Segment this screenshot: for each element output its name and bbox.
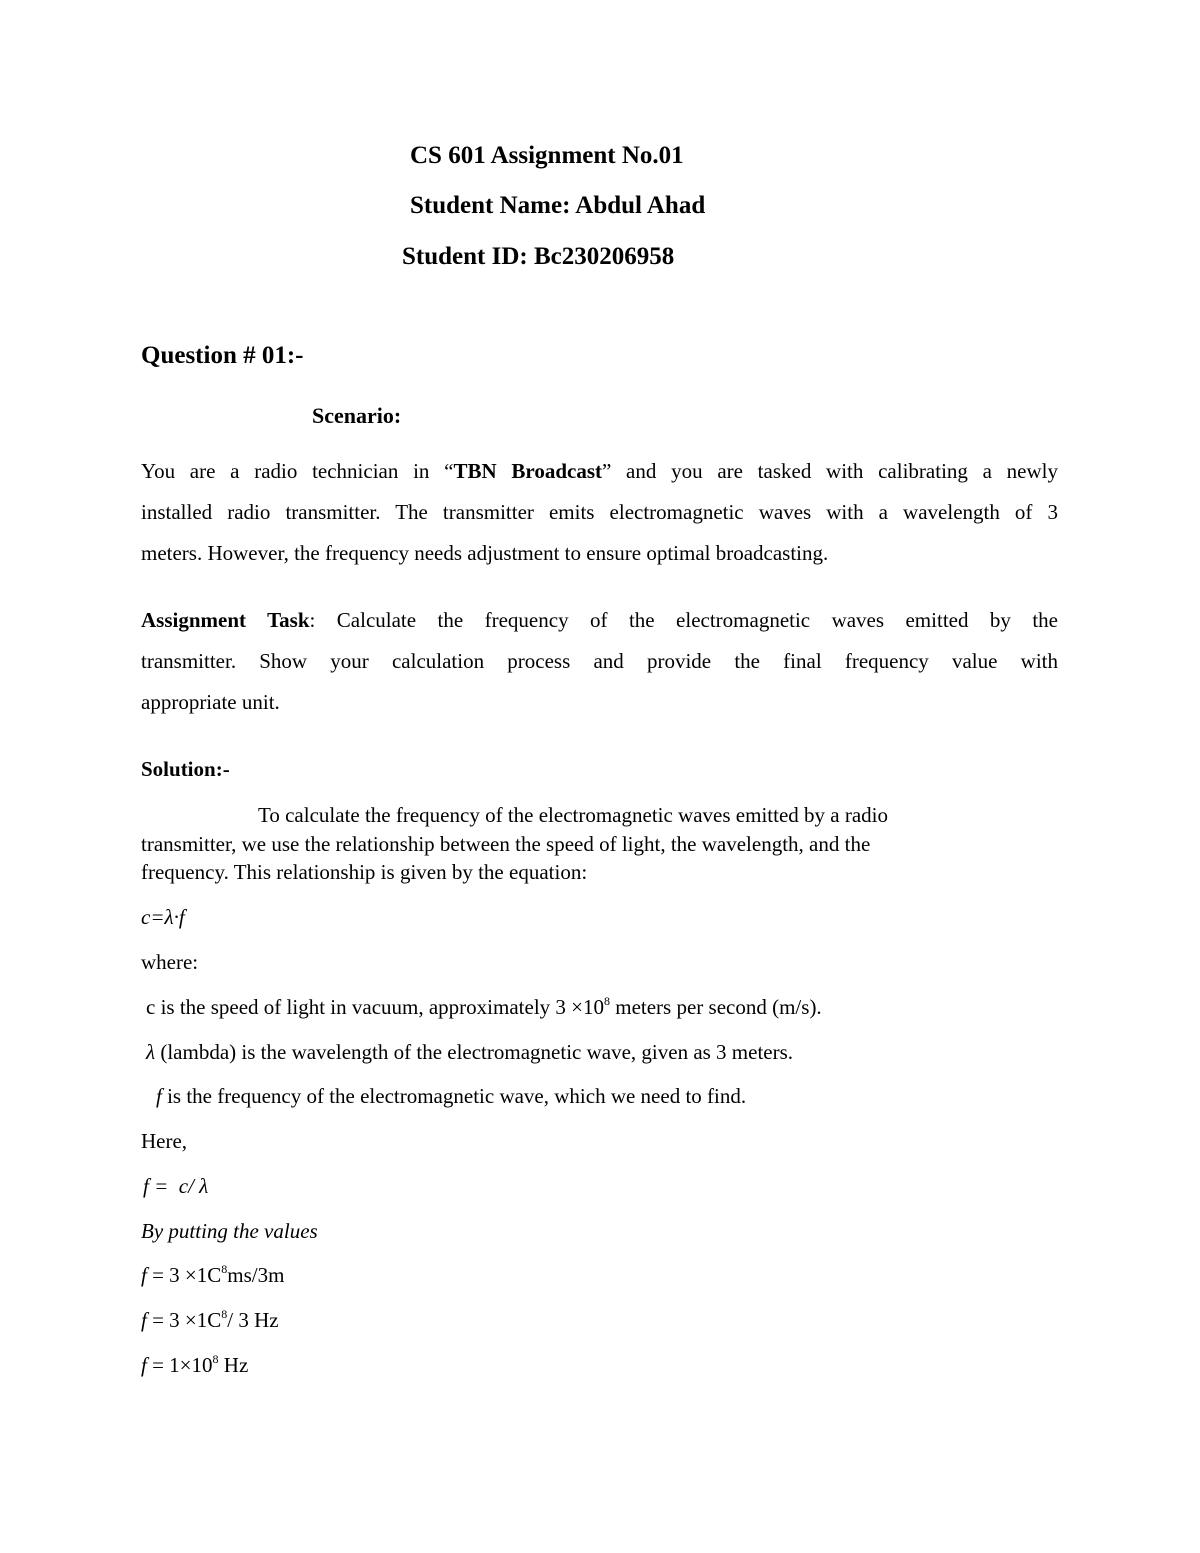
lambda-definition: λ (lambda) is the wavelength of the electromagnetic wave, given as 3 meters. [146,1040,794,1064]
task-paragraph [141,600,1058,723]
scenario-paragraph [141,451,1058,574]
assignment-title: CS 601 Assignment No.01 [410,142,684,169]
task-line-1: Assignment Task: Calculate the frequency of the electromagnetic waves emitted by the [141,608,1059,632]
solution-intro-line-2: transmitter, we use the relationship between the speed of light, the wavelength, and the [141,832,871,856]
solution-intro-line-1: To calculate the frequency of the electromagnetic waves emitted by a radio [258,803,888,827]
here-label: Here, [141,1129,188,1153]
calc-step-3: $f = 1\times 10^8$ Hz [141,1352,249,1377]
task-line-3: appropriate unit. [141,690,280,714]
f-definition: f is the frequency of the electromagnetic wave, which we need to find. [156,1084,747,1108]
frequency-formula: f = c/ λ [143,1174,209,1198]
question-heading: Question # 01:- [141,342,304,369]
scenario-label: Scenario: [312,403,402,428]
task-label: Assignment Task [141,608,310,632]
student-name: Student Name: Abdul Ahad [410,192,706,219]
broadcast-name: TBN Broadcast [453,459,602,483]
student-id: Student ID: Bc230206958 [402,243,675,270]
solution-intro-line-3: frequency. This relationship is given by the equation: [141,860,588,884]
speed-equation: c=λ·f [141,905,185,929]
where-label: where: [141,950,199,974]
putting-values-label: By putting the values [141,1219,318,1243]
scenario-line-2: installed radio transmitter. The transmitter emits electromagnetic waves with a wavelength of 3 [141,500,1058,524]
scenario-line-3: meters. However, the frequency needs adjustment to ensure optimal broadcasting. [141,541,829,565]
solution-heading: Solution:- [141,757,230,781]
task-line-2: transmitter. Show your calculation process and provide the final frequency value with [141,649,1058,673]
c-definition: c is the speed of light in vacuum, approximately $3 \times 10^8$ meters per second (m/s). [146,994,822,1019]
calc-step-2: $f = 3 \times 1C^8/$ 3 Hz [141,1307,279,1332]
calc-step-1: $f = 3 \times 1C^8ms/3m$ [141,1262,285,1287]
scenario-line-1: You are a radio technician in “TBN Broadcast” and you are tasked with calibrating a newly [141,459,1059,483]
